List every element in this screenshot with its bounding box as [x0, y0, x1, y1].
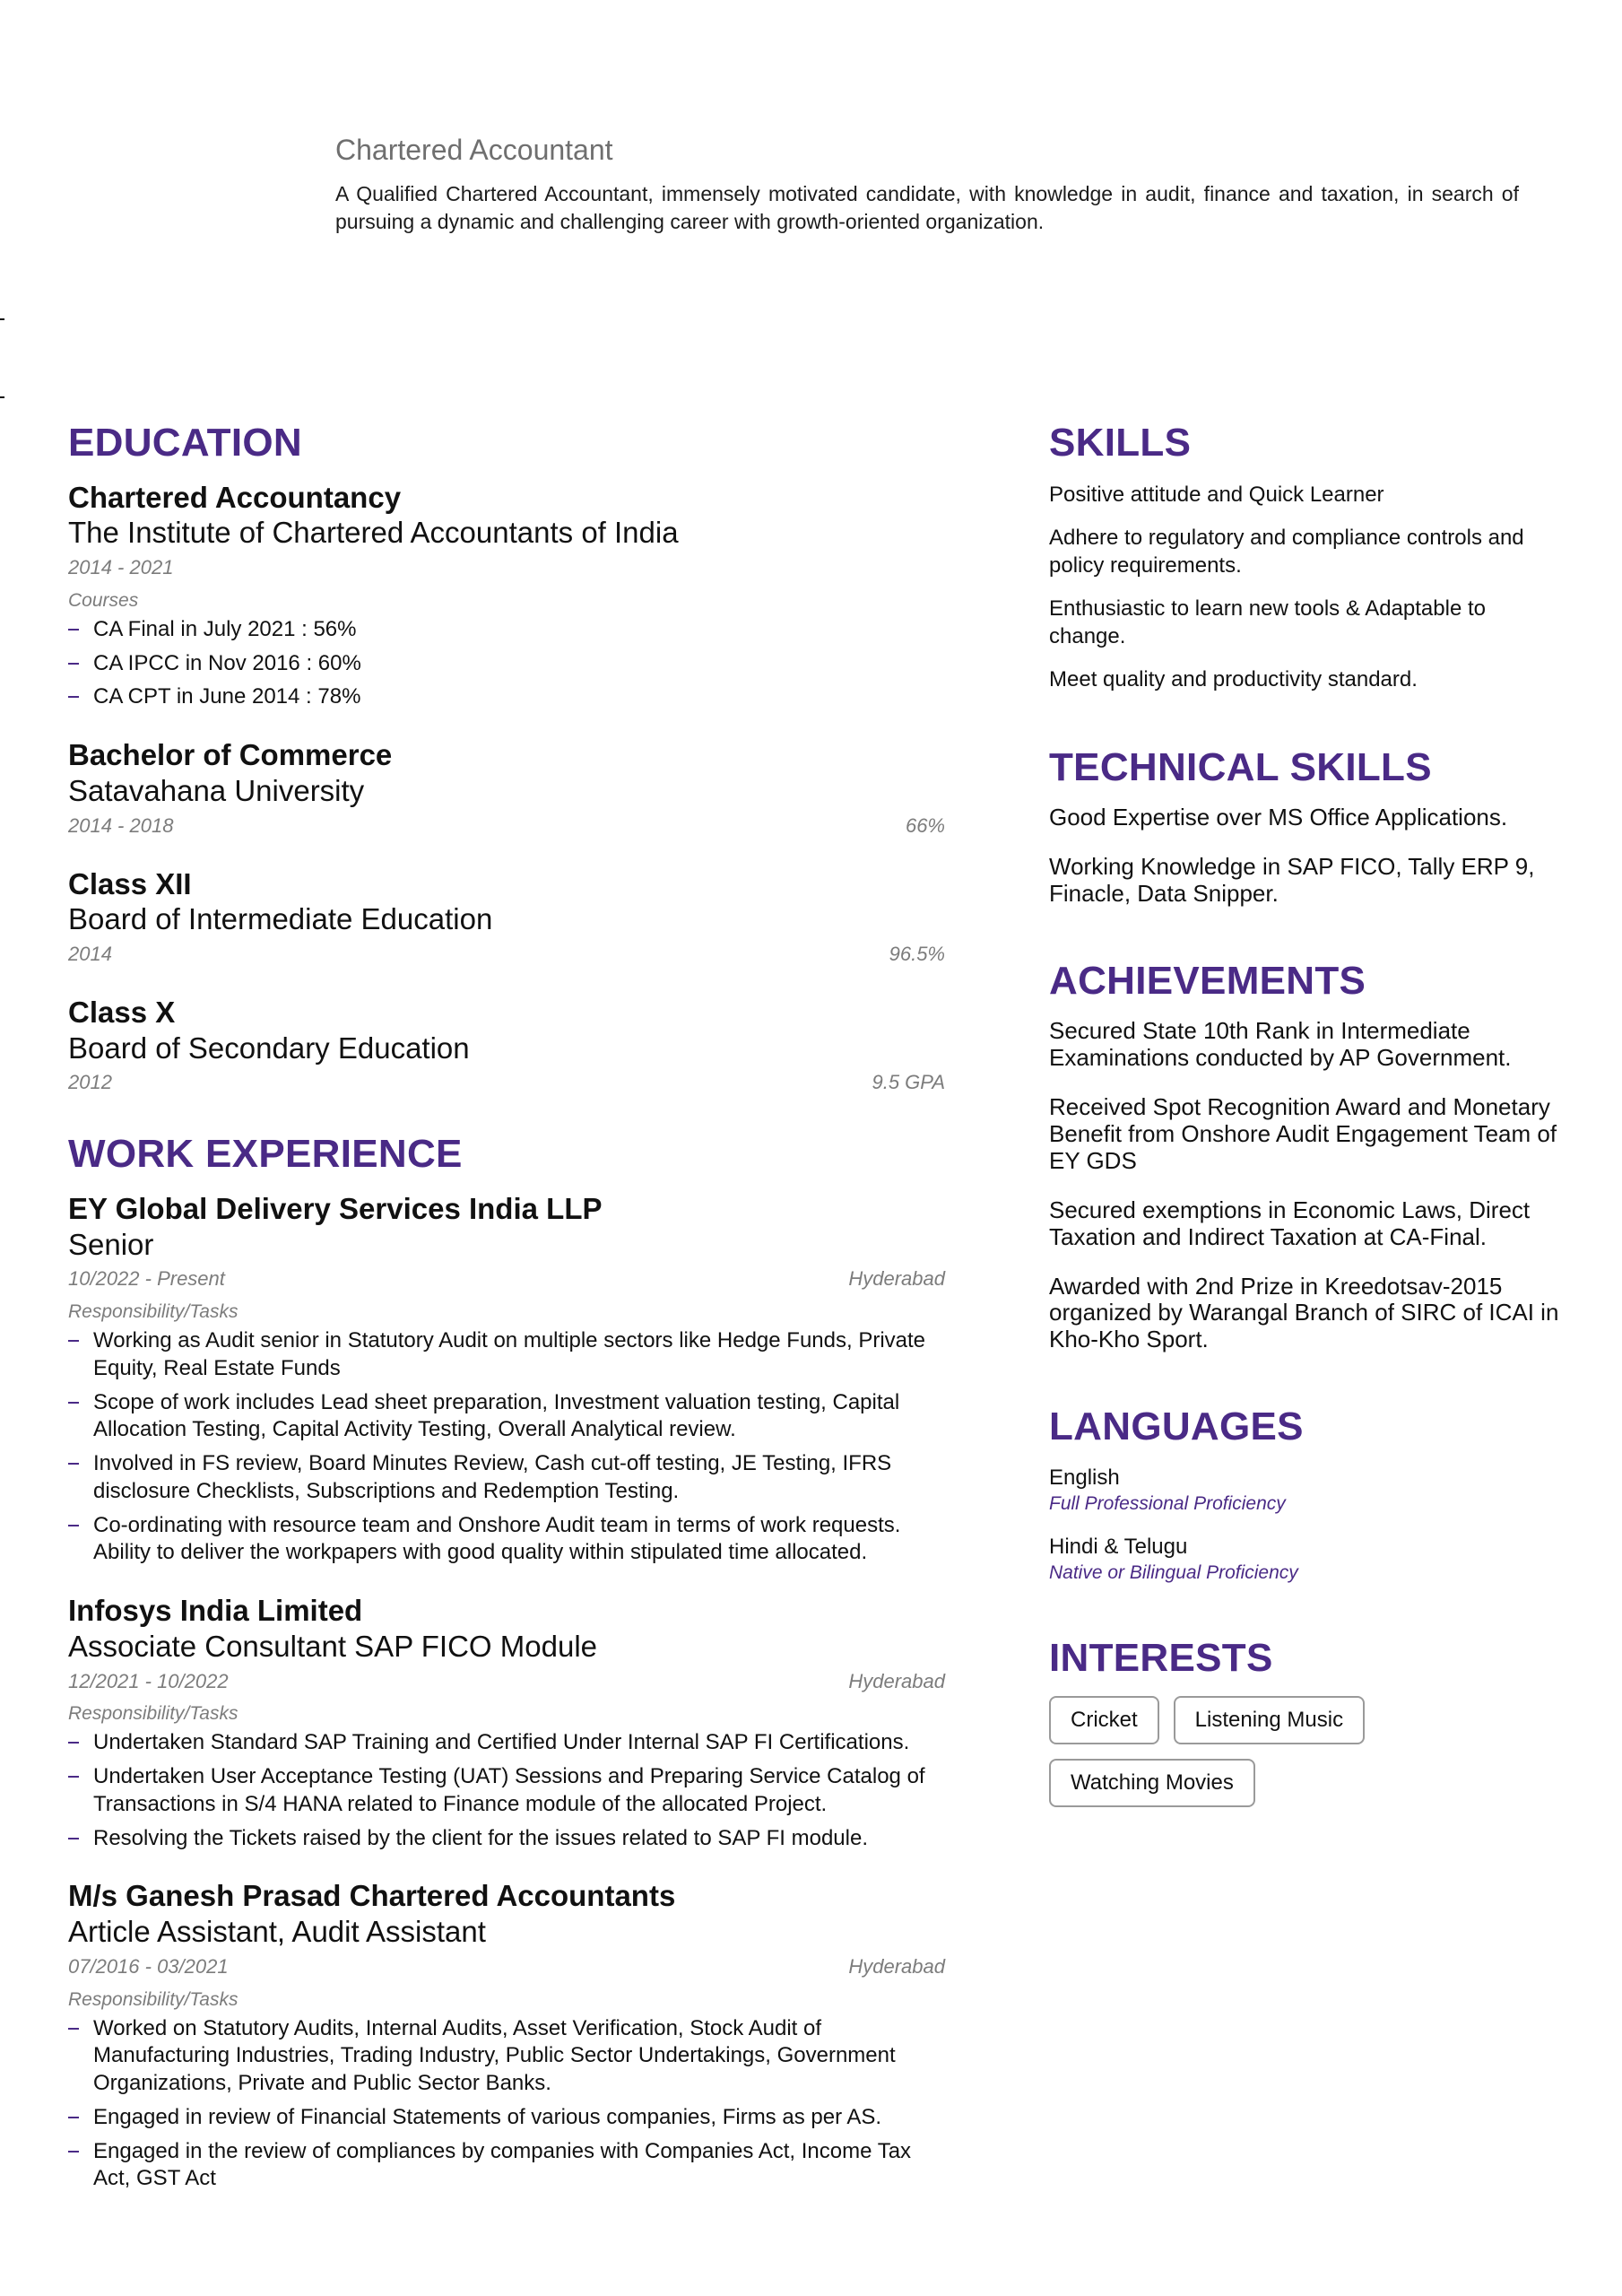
technical-skills-heading: TECHNICAL SKILLS — [1049, 744, 1432, 789]
education-grade: 96.5% — [889, 943, 945, 966]
tasks-label: Responsibility/Tasks — [68, 1301, 239, 1323]
interest-tag: Listening Music — [1174, 1696, 1365, 1744]
interests-section — [1049, 1637, 1560, 1822]
task-item: Worked on Statutory Audits, Internal Audits, Asset Verification, Stock Audit of Manufacturing Industries, Trading Industry, Public Sector Undertakings, Government Organizations, Private and Public Sector Banks. — [68, 2015, 945, 2098]
task-item: Engaged in review of Financial Statements of various companies, Firms as per AS. — [68, 2104, 945, 2132]
education-entry — [68, 996, 945, 1097]
work-dates: 10/2022 - Present — [68, 1267, 225, 1291]
language-name: Hindi & Telugu — [1049, 1535, 1188, 1560]
task-item: Engaged in the review of compliances by companies with Companies Act, Income Tax Act, GST Act — [68, 2138, 945, 2193]
institution-name: The Institute of Chartered Accountants of India — [68, 516, 679, 550]
task-item: Working as Audit senior in Statutory Audit on multiple sectors like Hedge Funds, Private Equity, Real Estate Funds — [68, 1327, 945, 1382]
work-location: Hyderabad — [848, 1669, 945, 1692]
work-entry — [68, 1192, 945, 1567]
achievement-item: Received Spot Recognition Award and Monetary Benefit from Onshore Audit Engagement Team of EY GDS — [1049, 1093, 1557, 1174]
work-experience-section — [68, 1133, 945, 2193]
work-meta — [68, 1265, 945, 1293]
course-item: CA CPT in June 2014 : 78% — [68, 683, 945, 711]
languages-section — [1049, 1405, 1560, 1585]
tasks-list — [68, 1729, 945, 1852]
skills-heading: SKILLS — [1049, 421, 1192, 465]
job-role: Article Assistant, Audit Assistant — [68, 1915, 486, 1949]
technical-skill-item: Good Expertise over MS Office Applications. — [1049, 804, 1508, 831]
company-name: Infosys India Limited — [68, 1594, 363, 1628]
education-grade: 66% — [905, 813, 945, 837]
education-entry — [68, 867, 945, 969]
task-item: Involved in FS review, Board Minutes Review, Cash cut-off testing, JE Testing, IFRS disclosure Checklists, Subscriptions and Redemption Testing. — [68, 1450, 945, 1505]
task-item: Scope of work includes Lead sheet preparation, Investment valuation testing, Capital Allocation Testing, Capital Activity Testing, Overall Analytical review. — [68, 1389, 945, 1444]
tasks-list — [68, 2015, 945, 2193]
interest-tag: Cricket — [1049, 1696, 1159, 1744]
tasks-label: Responsibility/Tasks — [68, 1703, 239, 1725]
achievements-section — [1049, 960, 1560, 1353]
achievements-heading: ACHIEVEMENTS — [1049, 958, 1366, 1003]
education-section — [68, 422, 945, 1097]
work-entry — [68, 1594, 945, 1852]
work-location: Hyderabad — [848, 1267, 945, 1291]
skill-item: Enthusiastic to learn new tools & Adaptable to change. — [1049, 596, 1486, 649]
work-dates: 12/2021 - 10/2022 — [68, 1669, 229, 1692]
tasks-list — [68, 1327, 945, 1567]
task-item: Undertaken User Acceptance Testing (UAT) Sessions and Preparing Service Catalog of Transactions in S/4 HANA related to Finance module of the allocated Project. — [68, 1763, 945, 1818]
achievement-item: Awarded with 2nd Prize in Kreedotsav-2015 organized by Warangal Branch of SIRC of ICAI in Kho-Kho Sport. — [1049, 1272, 1559, 1353]
language-level: Native or Bilingual Proficiency — [1049, 1562, 1298, 1584]
languages-heading: LANGUAGES — [1049, 1405, 1304, 1449]
company-name: EY Global Delivery Services India LLP — [68, 1191, 603, 1225]
education-heading: EDUCATION — [68, 421, 302, 465]
skill-item: Positive attitude and Quick Learner — [1049, 482, 1384, 507]
company-name: M/s Ganesh Prasad Chartered Accountants — [68, 1879, 676, 1913]
edge-tick — [0, 396, 4, 398]
technical-skill-item: Working Knowledge in SAP FICO, Tally ERP 9, Finacle, Data Snipper. — [1049, 853, 1535, 907]
education-meta — [68, 553, 945, 582]
work-location: Hyderabad — [848, 1954, 945, 1978]
course-item: CA IPCC in Nov 2016 : 60% — [68, 650, 945, 678]
work-dates: 07/2016 - 03/2021 — [68, 1954, 229, 1978]
interest-tag: Watching Movies — [1049, 1759, 1255, 1807]
interests-heading: INTERESTS — [1049, 1636, 1273, 1681]
degree-title: Chartered Accountancy — [68, 480, 402, 514]
work-entry — [68, 1879, 945, 2193]
job-role: Associate Consultant SAP FICO Module — [68, 1629, 598, 1663]
skill-item: Meet quality and productivity standard. — [1049, 667, 1418, 692]
language-entry — [1049, 1465, 1560, 1516]
course-item: CA Final in July 2021 : 56% — [68, 616, 945, 644]
profile-summary: A Qualified Chartered Accountant, immensely motivated candidate, with knowledge in audit, finance and taxation, in search of pursuing a dynamic and challenging career with growth-oriented organization. — [335, 182, 1519, 234]
edge-tick — [0, 318, 4, 320]
language-name: English — [1049, 1465, 1120, 1490]
resume-header — [335, 135, 1519, 237]
task-item: Undertaken Standard SAP Training and Certified Under Internal SAP FI Certifications. — [68, 1729, 945, 1757]
education-meta — [68, 940, 945, 969]
education-entry — [68, 738, 945, 839]
work-experience-heading: WORK EXPERIENCE — [68, 1132, 463, 1177]
interest-tags — [1049, 1696, 1408, 1822]
job-title: Chartered Accountant — [335, 134, 613, 166]
technical-skills-section — [1049, 746, 1560, 908]
education-meta — [68, 1068, 945, 1097]
education-entry — [68, 481, 945, 712]
language-entry — [1049, 1534, 1560, 1585]
degree-title: Bachelor of Commerce — [68, 738, 393, 772]
achievement-item: Secured exemptions in Economic Laws, Direct Taxation and Indirect Taxation at CA-Final. — [1049, 1196, 1531, 1250]
skill-item: Adhere to regulatory and compliance controls and policy requirements. — [1049, 525, 1524, 578]
right-column — [1049, 422, 1560, 1874]
task-item: Resolving the Tickets raised by the client for the issues related to SAP FI module. — [68, 1825, 945, 1853]
education-dates: 2012 — [68, 1071, 112, 1094]
task-item: Co-ordinating with resource team and Onshore Audit team in terms of work requests. Ability to deliver the workpapers with good quality within stipulated time allocated. — [68, 1512, 945, 1567]
institution-name: Satavahana University — [68, 774, 365, 808]
education-meta — [68, 812, 945, 840]
tasks-label: Responsibility/Tasks — [68, 1988, 239, 2010]
institution-name: Board of Intermediate Education — [68, 902, 493, 936]
education-dates: 2014 — [68, 943, 112, 966]
education-dates: 2014 - 2018 — [68, 813, 174, 837]
courses-label: Courses — [68, 589, 139, 611]
institution-name: Board of Secondary Education — [68, 1031, 470, 1065]
language-level: Full Professional Proficiency — [1049, 1492, 1286, 1514]
degree-title: Class X — [68, 995, 176, 1029]
skills-section — [1049, 422, 1560, 694]
work-meta — [68, 1667, 945, 1696]
education-grade: 9.5 GPA — [872, 1071, 945, 1094]
education-dates: 2014 - 2021 — [68, 556, 174, 579]
degree-title: Class XII — [68, 866, 192, 900]
work-meta — [68, 1952, 945, 1981]
left-column — [68, 422, 945, 2220]
achievement-item: Secured State 10th Rank in Intermediate Examinations conducted by AP Government. — [1049, 1017, 1512, 1072]
job-role: Senior — [68, 1227, 154, 1261]
courses-list — [68, 616, 945, 711]
